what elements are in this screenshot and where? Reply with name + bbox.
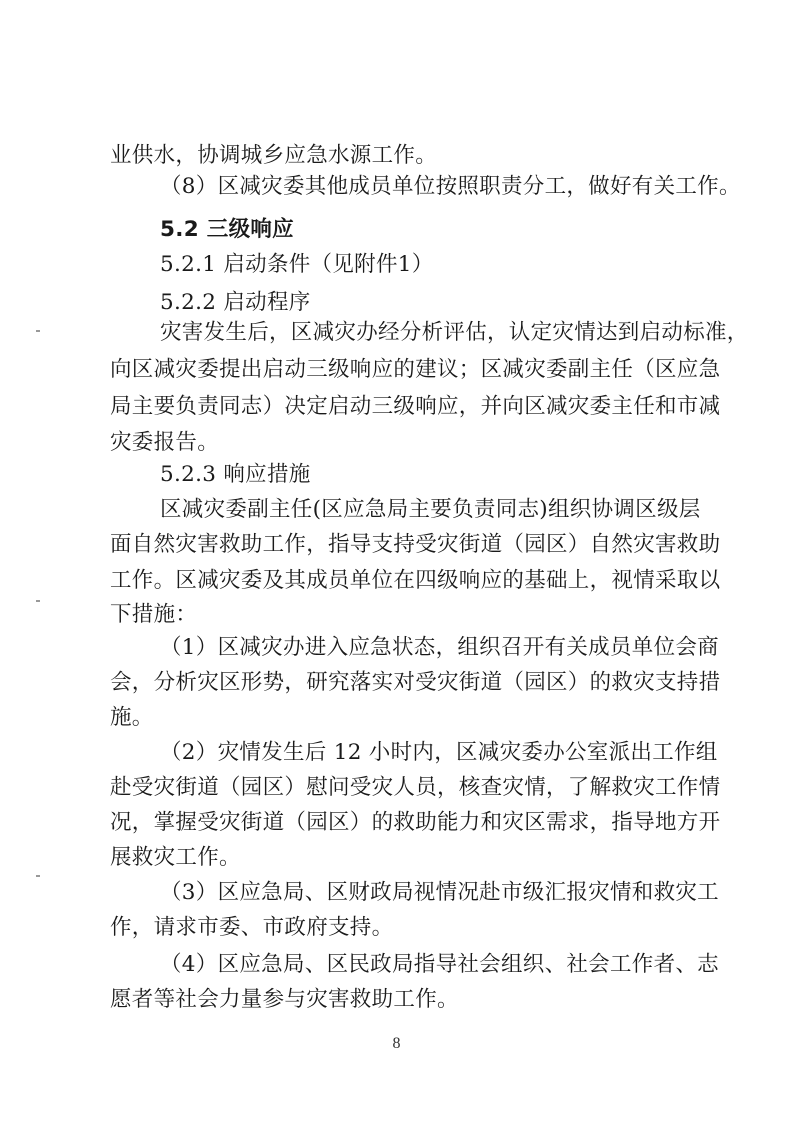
text-line: 愿者等社会力量参与灾害救助工作。 [110, 987, 459, 1012]
text-line: （4）区应急局、区民政局指导社会组织、社会工作者、志 [160, 952, 719, 977]
subsection-heading: 5.2.3 响应措施 [160, 462, 311, 487]
text-line: 局主要负责同志）决定启动三级响应，并向区减灾委主任和市减 [110, 394, 721, 419]
subsection-heading: 5.2.1 启动条件（见附件1） [160, 252, 434, 277]
text-line: （2）灾情发生后 12 小时内，区减灾委办公室派出工作组 [160, 740, 718, 765]
text-line: 向区减灾委提出启动三级响应的建议；区减灾委副主任（区应急 [110, 357, 721, 382]
text-line: 展救灾工作。 [110, 845, 241, 870]
text-line: 灾害发生后，区减灾办经分析评估，认定灾情达到启动标准， [160, 320, 749, 345]
text-line: 施。 [110, 705, 154, 730]
text-line: 赴受灾街道（园区）慰问受灾人员，核查灾情，了解救灾工作情 [110, 775, 721, 800]
scan-margin-mark [36, 875, 40, 877]
text-line: 区减灾委副主任(区应急局主要负责同志)组织协调区级层 [160, 497, 701, 522]
text-line: 面自然灾害救助工作，指导支持受灾街道（园区）自然灾害救助 [110, 532, 721, 557]
text-line: 会，分析灾区形势，研究落实对受灾街道（园区）的救灾支持措 [110, 670, 721, 695]
text-line: 况，掌握受灾街道（园区）的救助能力和灾区需求，指导地方开 [110, 810, 721, 835]
text-line: 下措施： [110, 602, 198, 627]
text-line: 灾委报告。 [110, 430, 220, 455]
text-line: （1）区减灾办进入应急状态，组织召开有关成员单位会商 [160, 635, 719, 660]
subsection-heading: 5.2.2 启动程序 [160, 290, 311, 315]
scan-margin-mark [36, 330, 40, 332]
scan-margin-mark [36, 600, 40, 602]
text-line: 作，请求市委、市政府支持。 [110, 915, 394, 940]
text-line: （3）区应急局、区财政局视情况赴市级汇报灾情和救灾工 [160, 880, 719, 905]
section-heading: 5.2 三级响应 [160, 217, 294, 242]
text-line: 工作。区减灾委及其成员单位在四级响应的基础上，视情采取以 [110, 568, 721, 593]
page-number: 8 [392, 1035, 401, 1052]
text-line: （8）区减灾委其他成员单位按照职责分工，做好有关工作。 [160, 174, 741, 199]
text-line: 业供水，协调城乡应急水源工作。 [110, 143, 438, 168]
